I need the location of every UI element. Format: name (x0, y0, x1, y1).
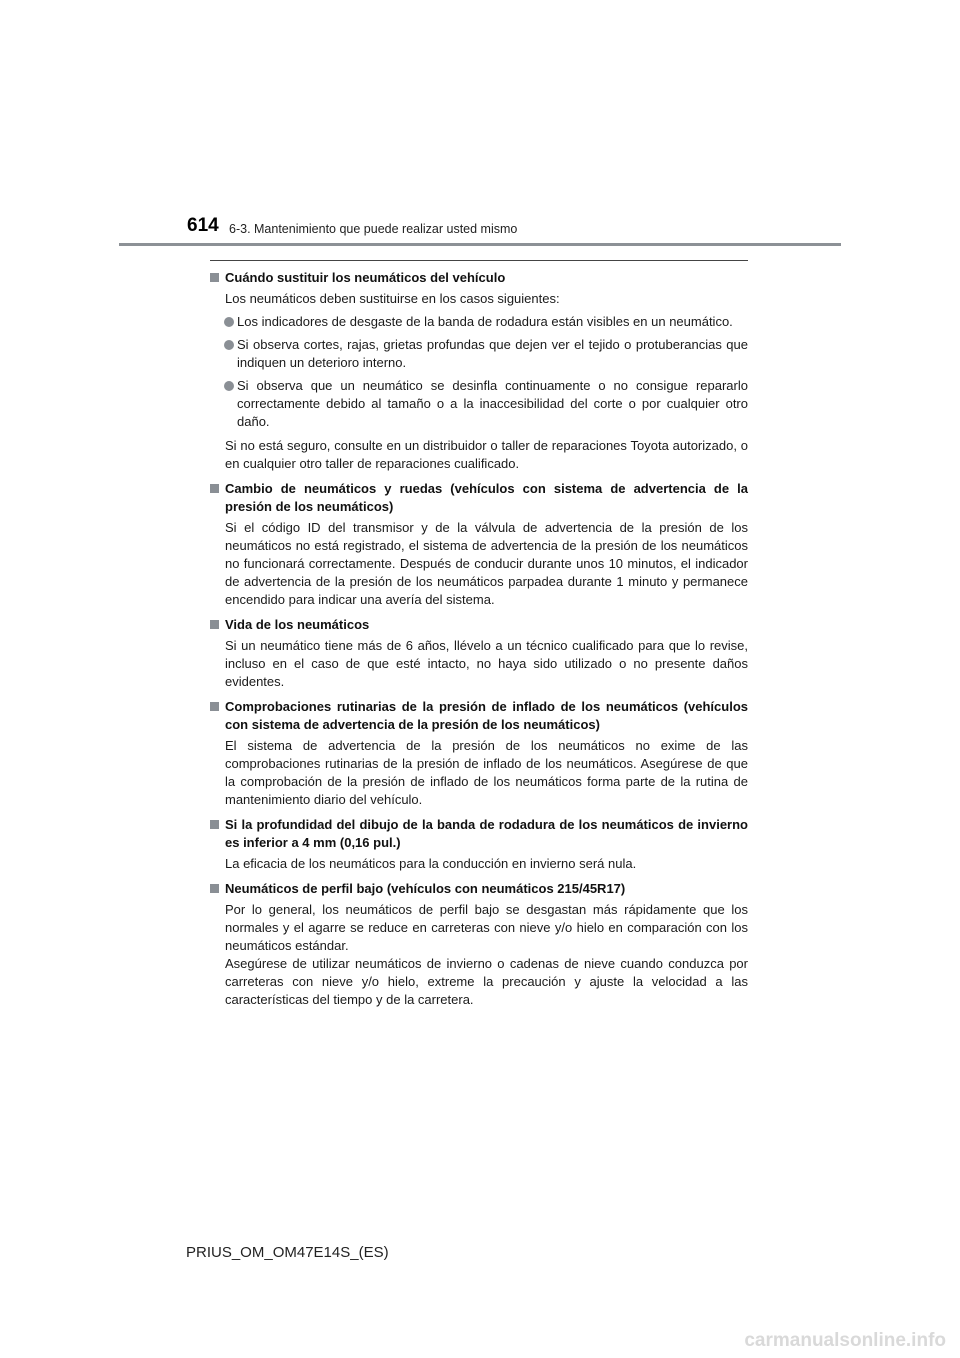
section-body: Si un neumático tiene más de 6 años, llévelo a un técnico cualificado para que lo revise, incluso en el caso de que esté intacto, no haya sido utilizado o no presente daños evidentes. (225, 638, 748, 689)
section-outro: Si no está seguro, consulte en un distribuidor o taller de reparaciones Toyota autorizado, o en cualquier otro taller de reparaciones cualificado. (225, 438, 748, 471)
document-code: PRIUS_OM_OM47E14S_(ES) (186, 1244, 389, 1261)
page-number: 614 (187, 215, 219, 236)
header-divider (119, 243, 841, 246)
section-heading (210, 880, 748, 898)
section-heading (210, 616, 748, 634)
section-winter-tread-depth (210, 816, 748, 873)
circle-bullet-icon (224, 381, 234, 391)
section-when-to-replace (210, 269, 748, 473)
list-item-text: Si observa que un neumático se desinfla continuamente o no consigue repararlo correctamente debido al tamaño o a la inaccesibilidad del corte o por cualquier otro daño. (237, 378, 748, 429)
page-header (0, 0, 960, 250)
section-title: 6-3. Mantenimiento que puede realizar usted mismo (229, 222, 518, 236)
section-body: La eficacia de los neumáticos para la conducción en invierno será nula. (225, 856, 637, 871)
section-low-profile-tires (210, 880, 748, 1009)
section-body-continued: Asegúrese de utilizar neumáticos de invierno o cadenas de nieve cuando conduzca por carreteras con nieve y/o hielo, extreme la precaución y ajuste la velocidad a las características del tiempo y de la carretera. (225, 956, 748, 1007)
section-heading-text: Si la profundidad del dibujo de la banda de rodadura de los neumáticos de invierno es inferior a 4 mm (0,16 pul.) (225, 817, 748, 850)
square-bullet-icon (210, 484, 219, 493)
section-heading (210, 269, 748, 287)
list-item (210, 313, 748, 331)
section-routine-pressure-checks (210, 698, 748, 809)
list-item (210, 336, 748, 372)
section-intro: Los neumáticos deben sustituirse en los casos siguientes: (225, 291, 560, 306)
section-body: Por lo general, los neumáticos de perfil bajo se desgastan más rápidamente que los normales y el agarre se reduce en carreteras con nieve y/o hielo en comparación con los neumáticos estándar. (225, 902, 748, 953)
page-content (210, 260, 748, 1016)
section-heading-text: Cambio de neumáticos y ruedas (vehículos con sistema de advertencia de la presión de los neumáticos) (225, 481, 748, 514)
section-heading-text: Comprobaciones rutinarias de la presión de inflado de los neumáticos (vehículos con sistema de advertencia de la presión de los neumáticos) (225, 699, 748, 732)
circle-bullet-icon (224, 317, 234, 327)
square-bullet-icon (210, 273, 219, 282)
list-item-text: Los indicadores de desgaste de la banda de rodadura están visibles en un neumático. (237, 314, 733, 329)
section-heading-text: Vida de los neumáticos (225, 617, 370, 632)
section-body: El sistema de advertencia de la presión de los neumáticos no exime de las comprobaciones rutinarias de la presión de inflado de los neumáticos. Asegúrese de que la comprobación de la presión de inflado de los neumáticos forma parte de la rutina de mantenimiento diario del vehículo. (225, 738, 748, 807)
square-bullet-icon (210, 620, 219, 629)
section-heading (210, 698, 748, 734)
list-item-text: Si observa cortes, rajas, grietas profundas que dejen ver el tejido o protuberancias que indiquen un deterioro interno. (237, 337, 748, 370)
circle-bullet-icon (224, 340, 234, 350)
section-heading (210, 816, 748, 852)
section-tire-life (210, 616, 748, 691)
section-heading-text: Cuándo sustituir los neumáticos del vehículo (225, 270, 506, 285)
square-bullet-icon (210, 884, 219, 893)
list-item (210, 377, 748, 431)
square-bullet-icon (210, 702, 219, 711)
watermark: carmanualsonline.info (744, 1330, 946, 1351)
square-bullet-icon (210, 820, 219, 829)
section-body: Si el código ID del transmisor y de la válvula de advertencia de la presión de los neumáticos no está registrado, el sistema de advertencia de la presión de los neumáticos no funcionará correctamente. Después de conducir durante unos 10 minutos, el indicador de advertencia de la presión de los neumáticos parpadea durante 1 minuto y permanece encendido para indicar una avería del sistema. (225, 520, 748, 607)
section-tire-wheel-change (210, 480, 748, 609)
content-top-divider (210, 260, 748, 261)
section-heading (210, 480, 748, 516)
section-heading-text: Neumáticos de perfil bajo (vehículos con neumáticos 215/45R17) (225, 881, 626, 896)
